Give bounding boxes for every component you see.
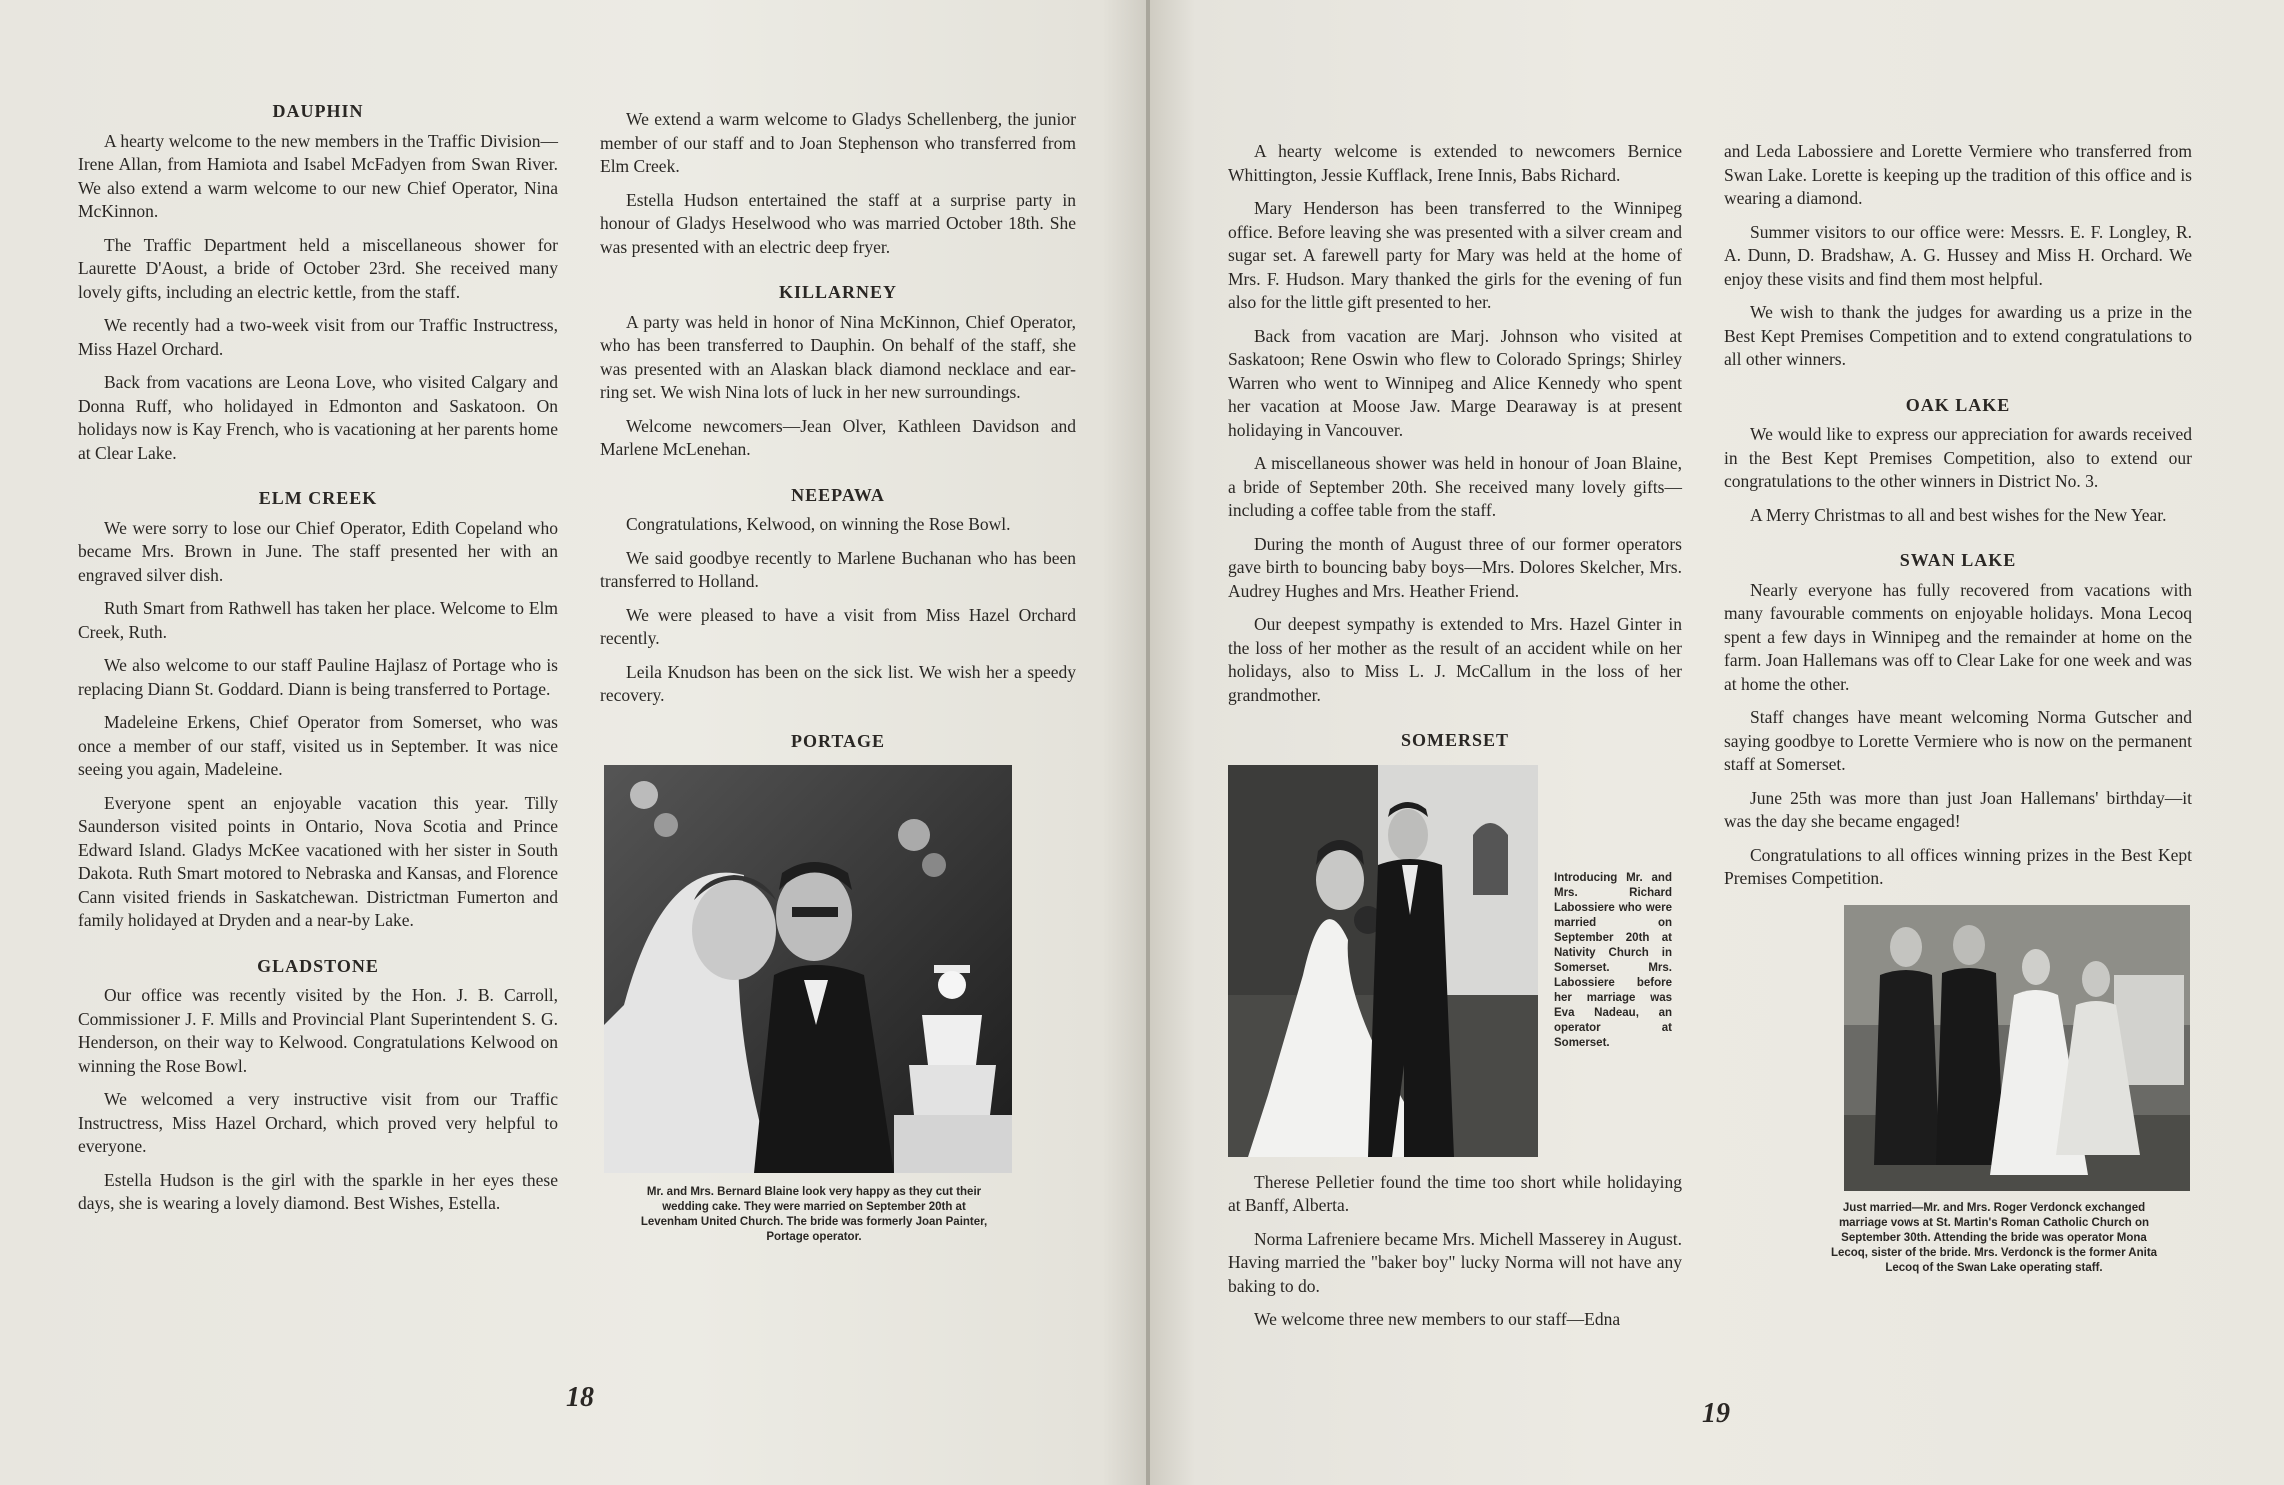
paragraph: Our deepest sympathy is extended to Mrs. Hazel Ginter in the loss of her mother as the result of an accident while on her holidays, also to Miss L. J. McCallum in the loss of her grandmother. — [1228, 614, 1682, 705]
section-heading-oak-lake: OAK LAKE — [1905, 394, 2011, 415]
paragraph: Back from vacations are Leona Love, who visited Calgary and Donna Ruff, who holidayed in Edmonton and Saskatoon. On holidays now is Kay French, who is vacationing at her parents home at Clear Lake. — [78, 372, 558, 463]
photo-caption-portage: Mr. and Mrs. Bernard Blaine look very happy as they cut their wedding cake. They were married on September 20th at Levenham United Church. The bride was formerly Joan Painter, Portage operator. — [640, 1186, 988, 1243]
section-heading-killarney: KILLARNEY — [778, 282, 898, 302]
left-column-1 — [78, 100, 558, 1226]
paragraph: June 25th was more than just Joan Hallemans' birthday—it was the day she became engaged! — [1724, 787, 2192, 831]
paragraph: During the month of August three of our former operators gave birth to bouncing baby boys—Mrs. Dolores Skelcher, Mrs. Audrey Hughes and Mrs. Heather Friend. — [1228, 533, 1682, 601]
paragraph: A hearty welcome is extended to newcomers Bernice Whittington, Jessie Kufflack, Irene Innis, Babs Richard. — [1228, 141, 1682, 185]
somerset-wedding-photo-art — [1228, 765, 1538, 1157]
section-heading-somerset: SOMERSET — [1400, 730, 1510, 750]
paragraph: A Merry Christmas to all and best wishes for the New Year. — [1750, 504, 2167, 525]
paragraph: We said goodbye recently to Marlene Buchanan who has been transferred to Holland. — [600, 547, 1076, 591]
paragraph: Our office was recently visited by the Hon. J. B. Carroll, Commissioner J. F. Mills and Provincial Plant Superintendent S. G. Henderson, on their way to Kelwood. Congratulations Kelwood on winning the Rose Bowl. — [78, 985, 558, 1076]
paragraph: Therese Pelletier found the time too short while holidaying at Banff, Alberta. — [1228, 1171, 1682, 1215]
paragraph: We welcome three new members to our staff—Edna — [1254, 1309, 1621, 1329]
section-heading-portage: PORTAGE — [790, 730, 886, 751]
paragraph: Staff changes have meant welcoming Norma Gutscher and saying goodbye to Lorette Vermiere who is now on the permanent staff at Somerset. — [1724, 707, 2192, 774]
swan-lake-wedding-photo-art — [1844, 905, 2190, 1191]
paragraph: Congratulations, Kelwood, on winning the Rose Bowl. — [626, 514, 1011, 534]
paragraph: Estella Hudson entertained the staff at a surprise party in honour of Gladys Heselwood who was married October 18th. She was presented with an electric deep fryer. — [600, 189, 1076, 257]
section-heading-swan-lake: SWAN LAKE — [1899, 550, 2017, 570]
paragraph: We also welcome to our staff Pauline Hajlasz of Portage who is replacing Diann St. Goddard. Diann is being transferred to Portage. — [78, 655, 558, 699]
paragraph: We wish to thank the judges for awarding us a prize in the Best Kept Premises Competition and to extend congratulations to all other winners. — [1724, 302, 2192, 369]
swan-lake-wedding-photo — [1844, 905, 2190, 1191]
left-column-2 — [600, 108, 1076, 1245]
paragraph: We would like to express our appreciation for awards received in the Best Kept Premises Competition, also to extend our congratulations to the other winners in District No. 3. — [1724, 424, 2192, 491]
right-page — [1150, 0, 2284, 1485]
paragraph: Norma Lafreniere became Mrs. Michell Masserey in August. Having married the "baker boy" lucky Norma will not have any baking to do. — [1228, 1228, 1682, 1296]
paragraph: We welcomed a very instructive visit from our Traffic Instructress, Miss Hazel Orchard, which proved very helpful to everyone. — [78, 1089, 558, 1156]
paragraph: A hearty welcome to the new members in the Traffic Division—Irene Allan, from Hamiota and Isabel McFadyen from Swan River. We also extend a warm welcome to our new Chief Operator, Nina McKinnon. — [78, 130, 558, 221]
paragraph: We were pleased to have a visit from Miss Hazel Orchard recently. — [600, 604, 1076, 648]
paragraph: Welcome newcomers—Jean Olver, Kathleen Davidson and Marlene McLenehan. — [600, 415, 1076, 459]
paragraph: Everyone spent an enjoyable vacation this year. Tilly Saunderson visited points in Ontario, Nova Scotia and Prince Edward Island. Gladys McKee vacationed with her sister in South Dakota. Ruth Smart motored to Nebraska and Kansas, and Florence Cann visited friends in Saskatchewan. Districtman Fumerton and family holidayed at Dryden and a near-by Lake. — [78, 792, 558, 930]
paragraph: Estella Hudson is the girl with the sparkle in her eyes these days, she is wearing a lovely diamond. Best Wishes, Estella. — [78, 1169, 558, 1213]
section-heading-elm-creek: ELM CREEK — [258, 488, 378, 508]
paragraph: and Leda Labossiere and Lorette Vermiere who transferred from Swan Lake. Lorette is keeping up the tradition of this office and is wearing a diamond. — [1724, 141, 2192, 208]
paragraph: Ruth Smart from Rathwell has taken her place. Welcome to Elm Creek, Ruth. — [78, 598, 558, 642]
paragraph: Leila Knudson has been on the sick list. We wish her a speedy recovery. — [600, 661, 1076, 705]
photo-caption-somerset: Introducing Mr. and Mrs. Richard Labossiere who were married on September 20th at Nativity Church in Somerset. Mrs. Labossiere before her marriage was Eva Nadeau, an operator at Somerset. — [1554, 871, 1672, 1049]
paragraph: A miscellaneous shower was held in honour of Joan Blaine, a bride of September 20th. She received many lovely gifts—including a coffee table from the staff. — [1228, 453, 1682, 520]
paragraph: Congratulations to all offices winning prizes in the Best Kept Premises Competition. — [1724, 844, 2192, 888]
page-number-right: 19 — [1702, 1398, 1730, 1429]
paragraph: Madeleine Erkens, Chief Operator from Somerset, who was once a member of our staff, visited us in September. It was nice seeing you again, Madeleine. — [78, 712, 558, 779]
somerset-wedding-photo — [1228, 765, 1538, 1157]
paragraph: Nearly everyone has fully recovered from vacations with many favourable comments on enjoyable holidays. Mona Lecoq spent a few days in Winnipeg and the remainder at home on the farm. Joan Hallemans was off to Clear Lake for one week and was at home the other. — [1724, 579, 2192, 694]
right-column-2 — [1724, 140, 2192, 1276]
paragraph: A party was held in honor of Nina McKinnon, Chief Operator, who has been transferred to Dauphin. On behalf of the staff, she was presented with an Alaskan black diamond necklace and ear-ring set. We wish Nina lots of luck in her new surroundings. — [600, 311, 1076, 402]
paragraph: Back from vacation are Marj. Johnson who visited at Saskatoon; Rene Oswin who flew to Colorado Springs; Shirley Warren who went to Winnipeg and Alice Kennedy who spent her vacation at Moose Jaw. Marge Dearaway is at present holidaying in Vancouver. — [1228, 325, 1682, 440]
section-heading-dauphin: DAUPHIN — [272, 101, 364, 121]
page-number-left: 18 — [566, 1382, 594, 1413]
wedding-cake-photo — [604, 765, 1012, 1173]
section-heading-gladstone: GLADSTONE — [257, 955, 379, 976]
right-column-1 — [1228, 140, 1682, 1342]
paragraph: The Traffic Department held a miscellaneous shower for Laurette D'Aoust, a bride of October 23rd. She received many lovely gifts, including an electric kettle, from the staff. — [78, 234, 558, 302]
somerset-photo-row — [1228, 765, 1682, 1157]
paragraph: We recently had a two-week visit from our Traffic Instructress, Miss Hazel Orchard. — [78, 315, 558, 359]
paragraph: We extend a warm welcome to Gladys Schellenberg, the junior member of our staff and to Joan Stephenson who transferred from Elm Creek. — [600, 109, 1076, 176]
paragraph: Summer visitors to our office were: Messrs. E. F. Longley, R. A. Dunn, D. Bradshaw, A. G. Hussey and Miss H. Orchard. We enjoy these visits and find them most helpful. — [1724, 221, 2192, 289]
paragraph: Mary Henderson has been transferred to the Winnipeg office. Before leaving she was presented with a silver cream and sugar set. A farewell party for Mary was held at the home of Mrs. F. Hudson. Mary thanked the girls for the evening of fun also for the little gift presented to her. — [1228, 198, 1682, 312]
wedding-cake-photo-art — [604, 765, 1012, 1173]
photo-caption-swan-lake: Just married—Mr. and Mrs. Roger Verdonck exchanged marriage vows at St. Martin's Roman Catholic Church on September 30th. Attending the bride was operator Mona Lecoq, sister of the bride. Mrs. Verdonck is the former Anita Lecoq of the Swan Lake operating staff. — [1830, 1201, 2158, 1274]
section-heading-neepawa: NEEPAWA — [791, 484, 885, 505]
paragraph: We were sorry to lose our Chief Operator, Edith Copeland who became Mrs. Brown in June. The staff presented her with an engraved silver dish. — [78, 517, 558, 585]
